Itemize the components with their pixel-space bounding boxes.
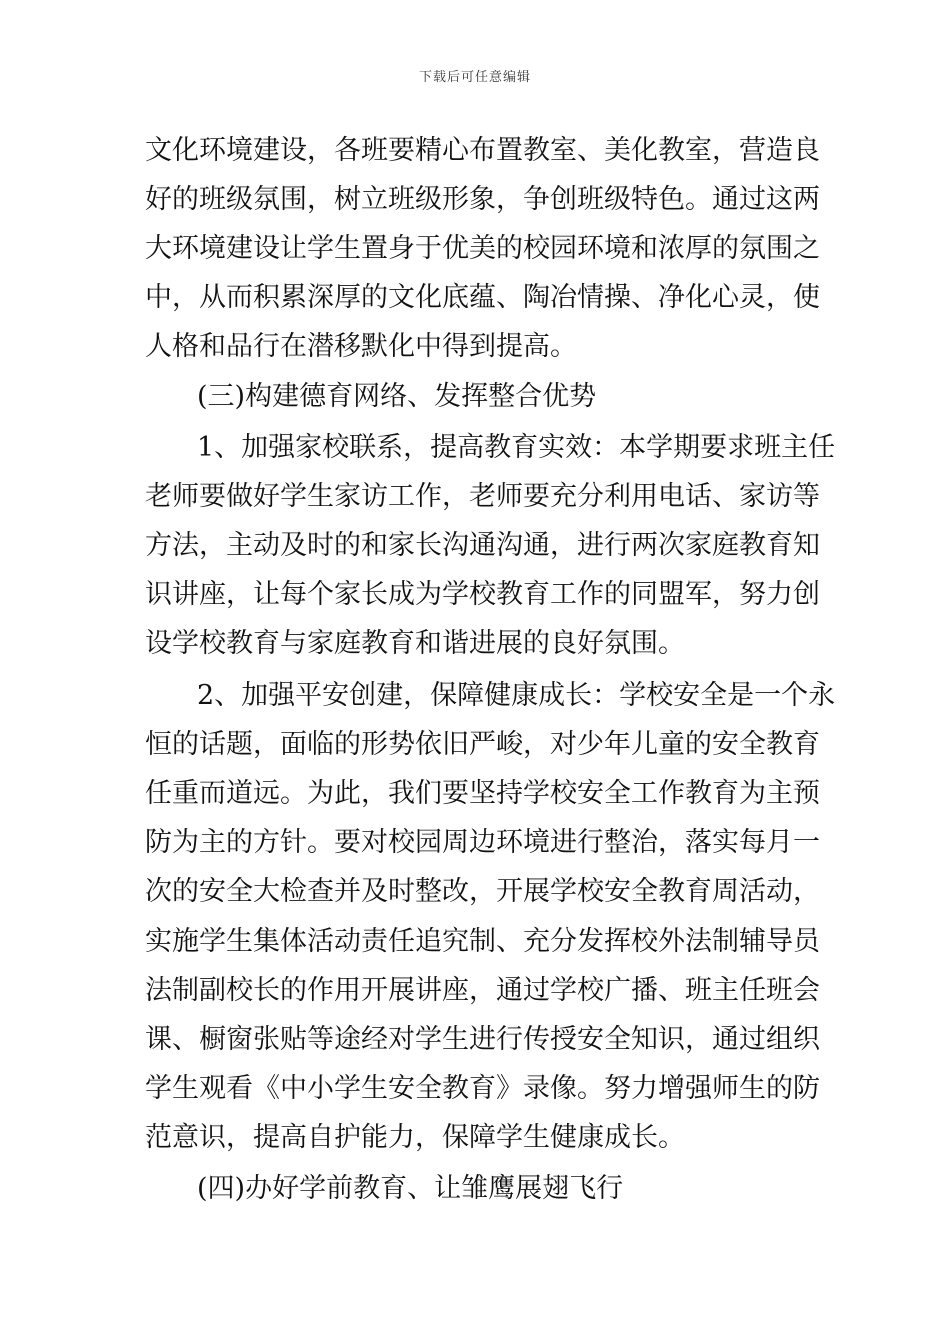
body-line: 方法，主动及时的和家长沟通沟通，进行两次家庭教育知 [145, 530, 820, 561]
body-line: 2、加强平安创建，保障健康成长：学校安全是一个永 [197, 680, 836, 711]
body-line: 学生观看《中小学生安全教育》录像。努力增强师生的防 [145, 1073, 820, 1104]
body-line: 次的安全大检查并及时整改，开展学校安全教育周活动， [145, 876, 820, 907]
body-line: 课、橱窗张贴等途经对学生进行传授安全知识，通过组织 [145, 1024, 820, 1055]
body-line: 1、加强家校联系，提高教育实效：本学期要求班主任 [197, 432, 836, 463]
body-line: 老师要做好学生家访工作，老师要充分利用电话、家访等 [145, 481, 820, 512]
body-line: 人格和品行在潜移默化中得到提高。 [145, 331, 577, 362]
body-line: 实施学生集体活动责任追究制、充分发挥校外法制辅导员 [145, 926, 820, 957]
body-line: 大环境建设让学生置身于优美的校园环境和浓厚的氛围之 [145, 233, 820, 264]
body-line: 中，从而积累深厚的文化底蕴、陶冶情操、净化心灵，使 [145, 282, 820, 313]
body-line: 任重而道远。为此，我们要坚持学校安全工作教育为主预 [145, 778, 820, 809]
body-line: 防为主的方针。要对校园周边环境进行整治，落实每月一 [145, 827, 820, 858]
header-note: 下载后可任意编辑 [418, 70, 531, 85]
body-line: 恒的话题，面临的形势依旧严峻，对少年儿童的安全教育 [145, 729, 820, 760]
body-line: 文化环境建设，各班要精心布置教室、美化教室，营造良 [145, 135, 820, 166]
body-line: 法制副校长的作用开展讲座，通过学校广播、班主任班会 [145, 975, 820, 1006]
body-line: 设学校教育与家庭教育和谐进展的良好氛围。 [145, 628, 685, 659]
body-line: 范意识，提高自护能力，保障学生健康成长。 [145, 1122, 685, 1153]
section-heading: (四)办好学前教育、让雏鹰展翅飞行 [197, 1173, 624, 1204]
body-line: 识讲座，让每个家长成为学校教育工作的同盟军，努力创 [145, 579, 820, 610]
section-heading: (三)构建德育网络、发挥整合优势 [197, 381, 597, 412]
body-line: 好的班级氛围，树立班级形象，争创班级特色。通过这两 [145, 184, 820, 215]
